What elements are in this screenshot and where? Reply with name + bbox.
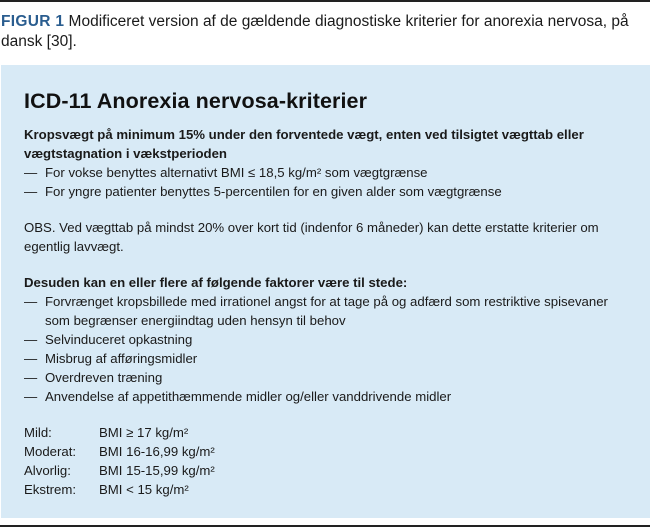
figure-caption <box>1 12 631 52</box>
severity-value: BMI 16-16,99 kg/m² <box>99 444 215 459</box>
obs-note: OBS. Ved vægttab på mindst 20% over kort tid (indenfor 6 måneder) kan dette erstatte kriterier om egentlig lavvægt. <box>24 220 599 254</box>
weight-list <box>24 163 634 201</box>
bottom-rule <box>0 525 650 527</box>
criteria-body <box>24 125 634 499</box>
dash-mark: — <box>24 165 38 180</box>
list-item: — Misbrug af afføringsmidler <box>24 351 198 366</box>
severity-row <box>24 461 634 480</box>
severity-row <box>24 480 634 499</box>
list-item: — For yngre patienter benyttes 5-percentilen for en given alder som vægtgrænse <box>24 184 502 199</box>
severity-row <box>24 442 634 461</box>
panel-title: ICD-11 Anorexia nervosa-kriterier <box>24 89 368 113</box>
dash-mark: — <box>24 370 38 385</box>
severity-value: BMI < 15 kg/m² <box>99 482 189 497</box>
severity-name: Moderat: <box>24 444 77 459</box>
severity-name: Ekstrem: <box>24 482 77 497</box>
list-item: — Overdreven træning <box>24 370 163 385</box>
list-item: — Forvrænget kropsbillede med irrationel angst for at tage på og adfærd som restriktive spisevaner som begrænser energiindtag uden hensyn til behov <box>24 294 608 328</box>
severity-value: BMI ≥ 17 kg/m² <box>99 425 189 440</box>
severity-value: BMI 15-15,99 kg/m² <box>99 463 215 478</box>
list-item: — Anvendelse af appetithæmmende midler og/eller vanddrivende midler <box>24 389 452 404</box>
criteria-panel <box>1 65 650 518</box>
dash-mark: — <box>24 389 38 404</box>
dash-mark: — <box>24 332 38 347</box>
factors-list <box>24 292 634 406</box>
dash-mark: — <box>24 294 38 309</box>
dash-mark: — <box>24 184 38 199</box>
list-item: — Selvinduceret opkastning <box>24 332 193 347</box>
top-rule <box>0 0 650 2</box>
weight-heading: Kropsvægt på minimum 15% under den forventede vægt, enten ved tilsigtet vægttab eller vægtstagnation i vækstperioden <box>24 127 584 161</box>
severity-name: Alvorlig: <box>24 463 71 478</box>
dash-mark: — <box>24 351 38 366</box>
factors-heading: Desuden kan en eller flere af følgende faktorer være til stede: <box>24 275 408 290</box>
figure-label: FIGUR 1 <box>1 13 65 30</box>
caption-text: Modificeret version af de gældende diagnostiske kriterier for anorexia nervosa, på dansk [30]. <box>1 13 629 50</box>
severity-table <box>24 423 634 499</box>
severity-row <box>24 423 634 442</box>
severity-name: Mild: <box>24 425 52 440</box>
list-item: — For vokse benyttes alternativt BMI ≤ 18,5 kg/m² som vægtgrænse <box>24 165 428 180</box>
